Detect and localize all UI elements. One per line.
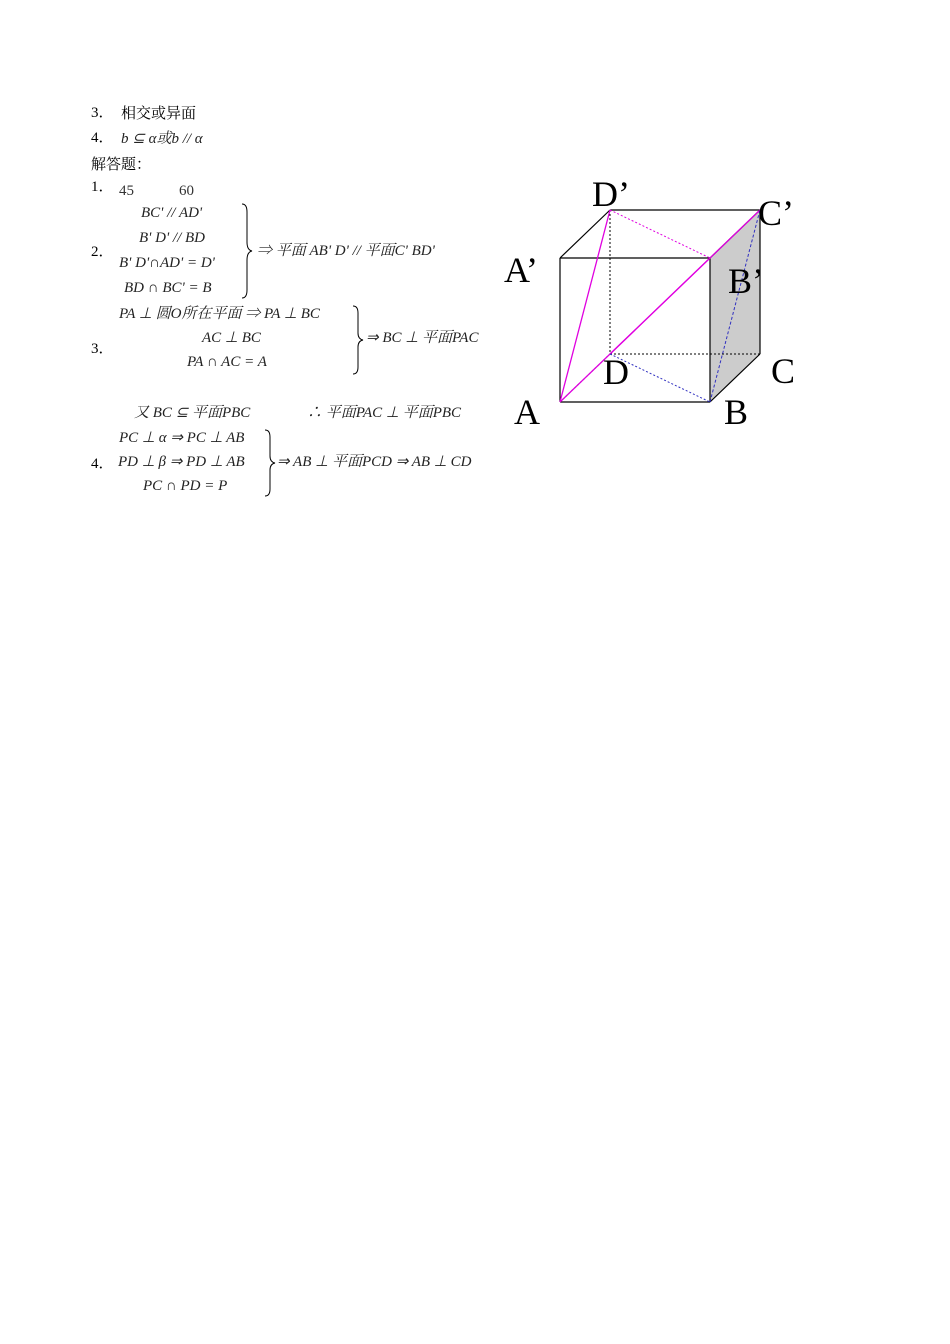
problem-4-line-3: PC ∩ PD = P — [143, 478, 228, 494]
item-4-answer: b ⊆ α或b // α — [121, 131, 203, 147]
problem-4-brace — [263, 428, 277, 498]
problem-2-line-2: B' D' // BD — [139, 230, 205, 246]
item-3-answer: 相交或异面 — [121, 104, 197, 122]
section-heading: 解答题： — [91, 155, 152, 173]
label-a: A — [514, 392, 540, 432]
problem-2-line-3: B' D'∩AD' = D' — [119, 255, 215, 271]
label-d-prime: D’ — [592, 174, 630, 214]
problem-2-brace — [240, 202, 254, 300]
problem-3-line-2: AC ⊥ BC — [202, 330, 261, 346]
problem-3-conclusion: ⇒ BC ⊥ 平面PAC — [366, 330, 479, 346]
problem-2-line-1: BC' // AD' — [141, 205, 203, 221]
problem-1-number: 1． — [91, 179, 114, 195]
label-c-prime: C’ — [758, 193, 794, 233]
problem-3-extra-2: ∴ 平面PAC ⊥ 平面PBC — [307, 405, 462, 421]
label-a-prime: A’ — [504, 250, 538, 290]
item-4-number: 4． — [91, 130, 114, 146]
problem-4-line-2: PD ⊥ β ⇒ PD ⊥ AB — [118, 454, 245, 470]
problem-4-line-1: PC ⊥ α ⇒ PC ⊥ AB — [119, 430, 245, 446]
label-d: D — [603, 352, 629, 392]
edge-a1-d1 — [560, 210, 610, 258]
cube-diagram — [500, 170, 820, 440]
problem-4-number: 4． — [91, 456, 114, 472]
item-3-number: 3． — [91, 105, 114, 121]
problem-1-value-1: 45 — [119, 183, 134, 199]
problem-4-conclusion: ⇒ AB ⊥ 平面PCD ⇒ AB ⊥ CD — [277, 454, 472, 470]
problem-2-conclusion: ⇒ 平面 AB' D' // 平面C' BD' — [257, 243, 435, 259]
diagonal-d1-b1 — [610, 210, 710, 258]
problem-3-line-1: PA ⊥ 圆O所在平面 ⇒ PA ⊥ BC — [119, 306, 320, 322]
problem-3-number: 3． — [91, 341, 114, 357]
label-b-prime: B’ — [728, 261, 764, 301]
problem-3-brace — [351, 304, 365, 376]
label-c: C — [771, 351, 796, 391]
problem-1-value-2: 60 — [179, 183, 194, 199]
problem-2-line-4: BD ∩ BC' = B — [124, 280, 212, 296]
problem-3-extra-1: 又 BC ⊆ 平面PBC — [134, 405, 251, 421]
label-b: B — [724, 392, 749, 432]
problem-3-line-3: PA ∩ AC = A — [187, 354, 267, 370]
problem-2-number: 2． — [91, 244, 114, 260]
